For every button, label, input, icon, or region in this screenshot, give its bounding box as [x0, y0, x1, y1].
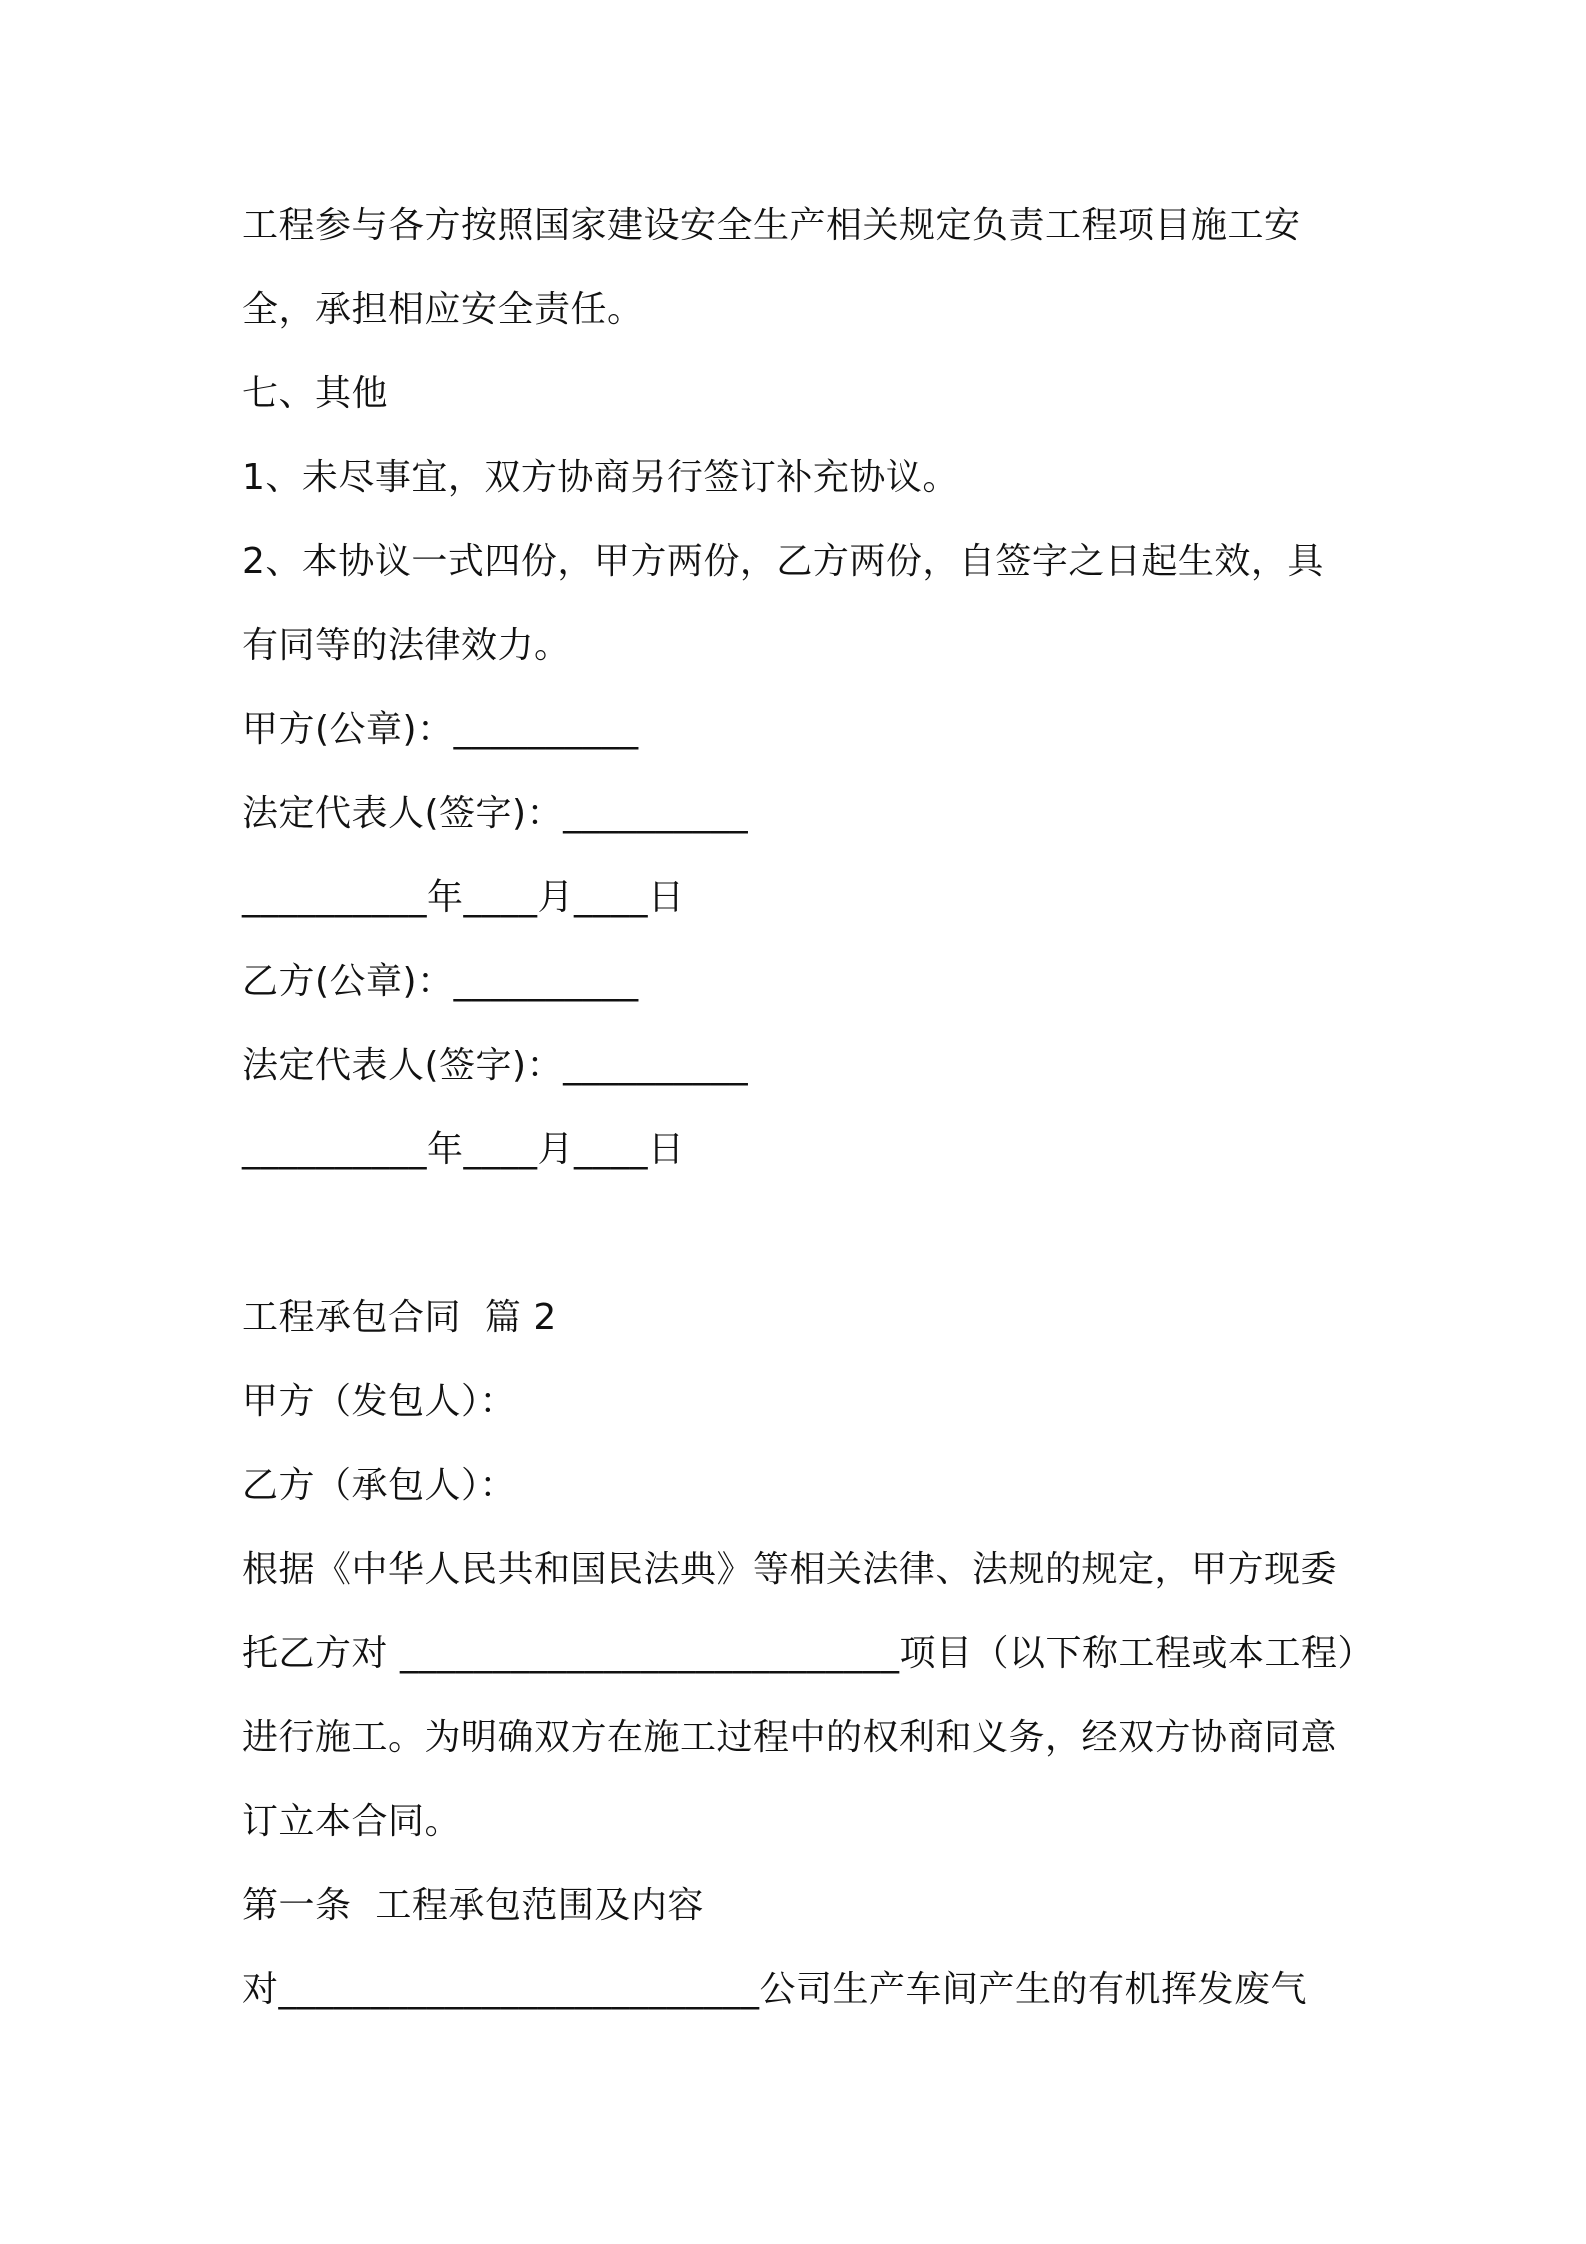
paragraph-line: 进行施工。为明确双方在施工过程中的权利和义务，经双方协商同意 — [242, 1717, 1338, 1758]
party-a-date-line: __________年____月____日 — [242, 877, 685, 918]
paragraph-line: 工程参与各方按照国家建设安全生产相关规定负责工程项目施工安 — [242, 205, 1301, 246]
party-b-representative-line: 法定代表人(签字)：__________ — [242, 1045, 749, 1086]
paragraph-line: 根据《中华人民共和国民法典》等相关法律、法规的规定，甲方现委 — [242, 1549, 1338, 1590]
section-heading: 七、其他 — [242, 373, 389, 414]
paragraph-line: 对__________________________公司生产车间产生的有机挥发废气 — [242, 1969, 1308, 2010]
clause-line: 1、未尽事宜，双方协商另行签订补充协议。 — [242, 457, 959, 498]
party-b-label: 乙方（承包人）： — [242, 1465, 517, 1506]
party-a-seal-line: 甲方(公章)：__________ — [242, 709, 639, 750]
paragraph-line: 订立本合同。 — [242, 1801, 462, 1842]
clause-line: 2、本协议一式四份，甲方两份，乙方两份，自签字之日起生效，具 — [242, 541, 1324, 582]
clause-line: 有同等的法律效力。 — [242, 625, 571, 666]
article-heading: 第一条 工程承包范围及内容 — [242, 1885, 704, 1926]
contract-title: 工程承包合同 篇 2 — [242, 1297, 557, 1338]
paragraph-line: 全，承担相应安全责任。 — [242, 289, 644, 330]
party-b-seal-line: 乙方(公章)：__________ — [242, 961, 639, 1002]
party-a-label: 甲方（发包人）： — [242, 1381, 517, 1422]
party-b-date-line: __________年____月____日 — [242, 1129, 685, 1170]
party-a-representative-line: 法定代表人(签字)：__________ — [242, 793, 749, 834]
paragraph-line: 托乙方对 ___________________________项目（以下称工程或本工程） — [242, 1633, 1374, 1674]
